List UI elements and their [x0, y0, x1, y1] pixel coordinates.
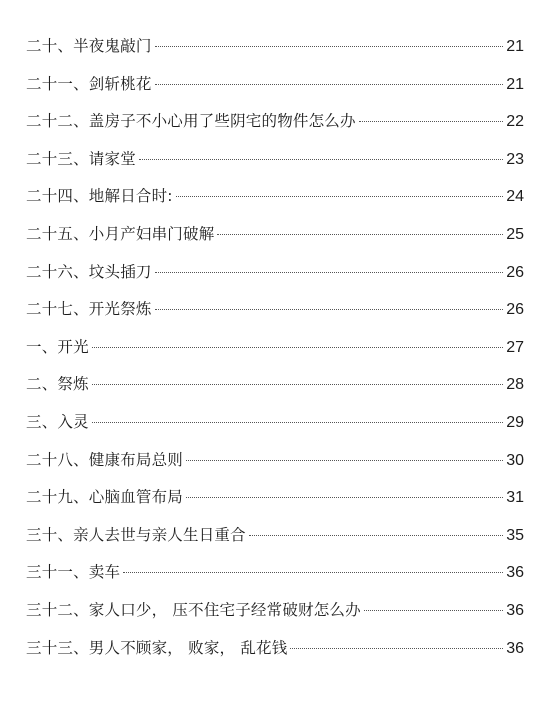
dot-leader	[123, 572, 503, 573]
toc-page-number: 30	[506, 451, 524, 469]
toc-page-number: 27	[506, 338, 524, 356]
toc-entry[interactable]	[26, 178, 524, 216]
toc-page-number: 26	[506, 263, 524, 281]
toc-entry[interactable]	[26, 66, 524, 104]
toc-entry[interactable]	[26, 28, 524, 66]
toc-page-number: 23	[506, 150, 524, 168]
toc-entry-title: 二十九、心脑血管布局	[26, 488, 184, 507]
toc-entry[interactable]	[26, 141, 524, 179]
dot-leader	[155, 272, 504, 273]
dot-leader	[217, 234, 503, 235]
toc-entry-title: 三十、亲人去世与亲人生日重合	[26, 525, 246, 544]
toc-page-number: 36	[506, 564, 524, 582]
toc-page-number: 24	[506, 188, 524, 206]
dot-leader	[249, 535, 503, 536]
toc-entry[interactable]	[26, 103, 524, 141]
dot-leader	[359, 121, 504, 122]
toc-entry[interactable]	[26, 517, 524, 555]
toc-page-number: 21	[506, 38, 524, 55]
toc-entry-title: 二十五、小月产妇串门破解	[26, 224, 215, 243]
toc-entry-title: 二十二、盖房子不小心用了些阴宅的物件怎么办	[26, 112, 356, 131]
dot-leader	[155, 84, 504, 85]
toc-entry[interactable]	[26, 254, 524, 292]
dot-leader	[155, 46, 504, 47]
dot-leader	[92, 384, 503, 385]
toc-entry[interactable]	[26, 592, 524, 630]
dot-leader	[176, 196, 503, 197]
toc-entry-title: 一、开光	[26, 337, 89, 356]
toc-entry[interactable]	[26, 554, 524, 592]
toc-entry-title: 二十三、请家堂	[26, 149, 136, 168]
toc-page-number: 35	[506, 526, 524, 544]
toc-entry-title: 二十六、坟头插刀	[26, 262, 152, 281]
toc-entry[interactable]	[26, 291, 524, 329]
toc-entry-title: 二、祭炼	[26, 375, 89, 394]
dot-leader	[155, 309, 504, 310]
toc-page-number: 36	[506, 601, 524, 619]
toc-page-number: 36	[506, 639, 524, 657]
toc-entry[interactable]	[26, 479, 524, 517]
dot-leader	[92, 422, 503, 423]
toc-page-number: 28	[506, 376, 524, 394]
toc-page-number: 31	[506, 489, 524, 507]
dot-leader	[186, 460, 503, 461]
toc-entry-title: 二十、半夜鬼敲门	[26, 37, 152, 55]
toc-entry-title: 三十二、家人口少， 压不住宅子经常破财怎么办	[26, 600, 361, 619]
dot-leader	[139, 159, 503, 160]
toc-page-number: 29	[506, 413, 524, 431]
toc-page-number: 22	[506, 113, 524, 131]
toc-entry[interactable]	[26, 630, 524, 668]
toc-entry[interactable]	[26, 216, 524, 254]
toc-entry-title: 二十一、剑斩桃花	[26, 74, 152, 93]
toc-entry-title: 三十一、卖车	[26, 563, 121, 582]
toc-entry-title: 三、入灵	[26, 412, 89, 431]
toc-entry-title: 二十八、健康布局总则	[26, 450, 184, 469]
toc-entry[interactable]	[26, 329, 524, 367]
dot-leader	[364, 610, 503, 611]
toc-entry[interactable]	[26, 404, 524, 442]
toc-entry-title: 二十七、开光祭炼	[26, 300, 152, 319]
dot-leader	[186, 497, 503, 498]
table-of-contents	[26, 28, 524, 667]
toc-entry[interactable]	[26, 442, 524, 480]
toc-page-number: 25	[506, 225, 524, 243]
toc-page-number: 26	[506, 301, 524, 319]
toc-entry[interactable]	[26, 366, 524, 404]
toc-page-number: 21	[506, 75, 524, 93]
toc-entry-title: 三十三、男人不顾家， 败家， 乱花钱	[26, 638, 288, 657]
dot-leader	[92, 347, 503, 348]
dot-leader	[290, 648, 503, 649]
toc-entry-title: 二十四、地解日合时:	[26, 187, 173, 206]
